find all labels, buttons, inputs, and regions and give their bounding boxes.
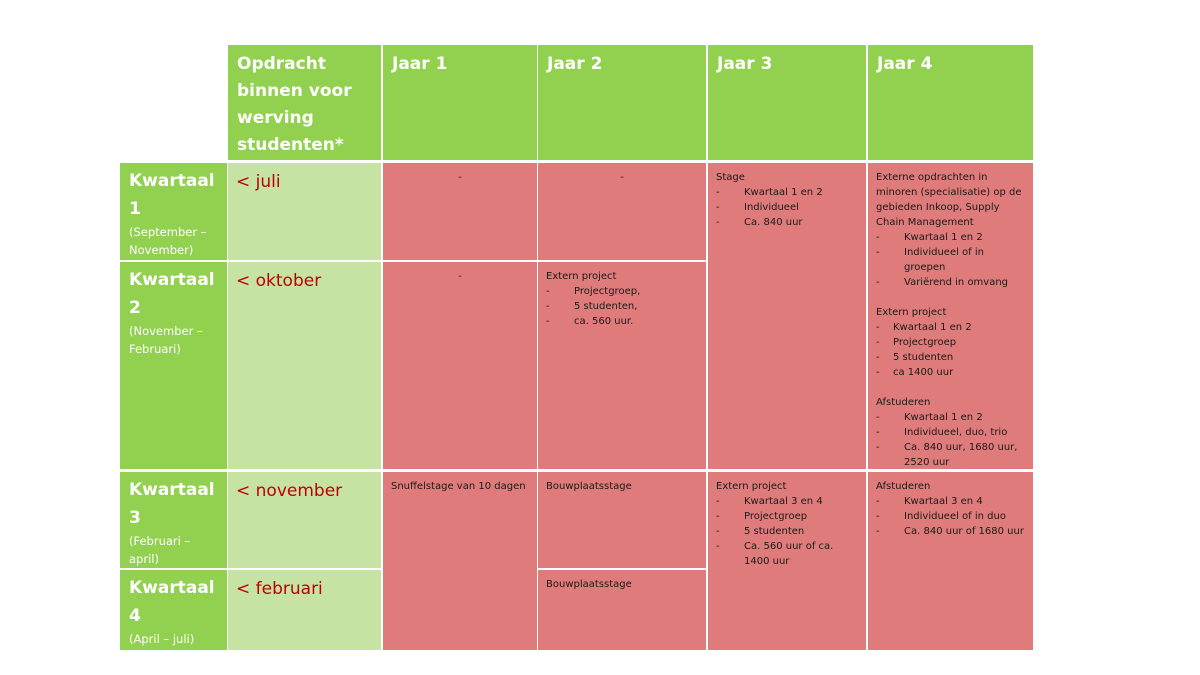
cell-list xyxy=(716,185,858,230)
deadline-label: < juli xyxy=(236,172,281,192)
list-item: - Ca. 840 uur xyxy=(716,217,803,228)
quarter-1-header xyxy=(120,163,227,260)
quarter-title: Kwartaal 3 xyxy=(129,480,215,528)
header-year-3 xyxy=(708,45,866,160)
quarter-subtitle: (April – juli) xyxy=(129,632,195,646)
deadline-label: < november xyxy=(236,481,343,501)
cell-q4-jaar2 xyxy=(538,570,706,650)
cell-q34-jaar1 xyxy=(383,472,537,650)
list-item: - Ca. 840 uur, 1680 uur, 2520 uur xyxy=(876,442,1018,468)
quarter-title: Kwartaal 1 xyxy=(129,171,215,219)
list-item: - Projectgroep xyxy=(876,337,957,348)
quarter-title: Kwartaal 4 xyxy=(129,578,215,626)
list-item: - Kwartaal 1 en 2 xyxy=(876,412,983,423)
list-item: - Variërend in omvang xyxy=(876,277,1009,288)
header-year-2-label: Jaar 2 xyxy=(547,54,603,74)
header-corner xyxy=(228,45,381,160)
header-year-1-label: Jaar 1 xyxy=(392,54,448,74)
cell-list xyxy=(876,230,1025,290)
list-item: - 5 studenten xyxy=(716,526,805,537)
cell-text: - xyxy=(620,172,624,183)
list-item: - Individueel of in duo xyxy=(876,511,1006,522)
list-item: - Individueel xyxy=(716,202,799,213)
quarter-2-deadline xyxy=(228,262,381,469)
cell-q3-jaar2 xyxy=(538,472,706,568)
header-corner-label: Opdracht binnen voor werving studenten* xyxy=(237,54,352,155)
deadline-label: < februari xyxy=(236,579,323,599)
cell-text: Bouwplaatsstage xyxy=(546,481,632,492)
list-item: - Kwartaal 3 en 4 xyxy=(876,496,983,507)
cell-list xyxy=(876,320,1025,380)
list-item: - 5 studenten xyxy=(876,352,954,363)
cell-title: Afstuderen xyxy=(876,481,931,492)
cell-title: Afstuderen xyxy=(876,397,931,408)
cell-list xyxy=(876,494,1025,539)
cell-title: Extern project xyxy=(876,307,947,318)
cell-title: Extern project xyxy=(716,481,787,492)
deadline-label: < oktober xyxy=(236,271,322,291)
cell-q1-jaar2 xyxy=(538,163,706,260)
header-year-4 xyxy=(868,45,1033,160)
list-item: - Individueel of in groepen xyxy=(876,247,984,273)
cell-q12-jaar4 xyxy=(868,163,1033,469)
cell-q12-jaar3 xyxy=(708,163,866,469)
list-item: - Kwartaal 1 en 2 xyxy=(876,232,983,243)
cell-text: Bouwplaatsstage xyxy=(546,579,632,590)
list-item: - Kwartaal 3 en 4 xyxy=(716,496,823,507)
header-year-3-label: Jaar 3 xyxy=(717,54,773,74)
cell-q2-jaar1 xyxy=(383,262,537,469)
list-item: - ca. 560 uur. xyxy=(546,316,634,327)
cell-list xyxy=(876,410,1025,470)
quarter-subtitle: (Februari – april) xyxy=(129,534,191,566)
list-item: - Kwartaal 1 en 2 xyxy=(876,322,972,333)
cell-title: Extern project xyxy=(546,271,617,282)
cell-q34-jaar4 xyxy=(868,472,1033,650)
cell-text: - xyxy=(458,172,462,183)
quarter-3-header xyxy=(120,472,227,568)
quarter-4-header xyxy=(120,570,227,650)
cell-text: - xyxy=(458,271,462,282)
list-item: - 5 studenten, xyxy=(546,301,638,312)
quarter-subtitle: (November – Februari) xyxy=(129,324,203,356)
list-item: - Kwartaal 1 en 2 xyxy=(716,187,823,198)
list-item: - ca 1400 uur xyxy=(876,367,954,378)
header-year-1 xyxy=(383,45,537,160)
list-item: - Individueel, duo, trio xyxy=(876,427,1008,438)
header-year-2 xyxy=(538,45,706,160)
quarter-subtitle: (September – November) xyxy=(129,225,207,257)
cell-intro: Externe opdrachten in minoren (specialisatie) op de gebieden Inkoop, Supply Chain Management xyxy=(876,172,1022,228)
cell-text: Snuffelstage van 10 dagen xyxy=(391,481,526,492)
cell-q34-jaar3 xyxy=(708,472,866,650)
cell-q1-jaar1 xyxy=(383,163,537,260)
list-item: - Ca. 840 uur of 1680 uur xyxy=(876,526,1024,537)
list-item: - Projectgroep xyxy=(716,511,808,522)
list-item: - Projectgroep, xyxy=(546,286,641,297)
cell-list xyxy=(546,284,698,329)
quarter-title: Kwartaal 2 xyxy=(129,270,215,318)
cell-list xyxy=(716,494,858,569)
quarter-4-deadline xyxy=(228,570,381,650)
list-item: - Ca. 560 uur of ca. 1400 uur xyxy=(716,541,834,567)
quarter-3-deadline xyxy=(228,472,381,568)
quarter-1-deadline xyxy=(228,163,381,260)
header-year-4-label: Jaar 4 xyxy=(877,54,933,74)
cell-title: Stage xyxy=(716,172,745,183)
quarter-2-header xyxy=(120,262,227,469)
cell-q2-jaar2 xyxy=(538,262,706,469)
